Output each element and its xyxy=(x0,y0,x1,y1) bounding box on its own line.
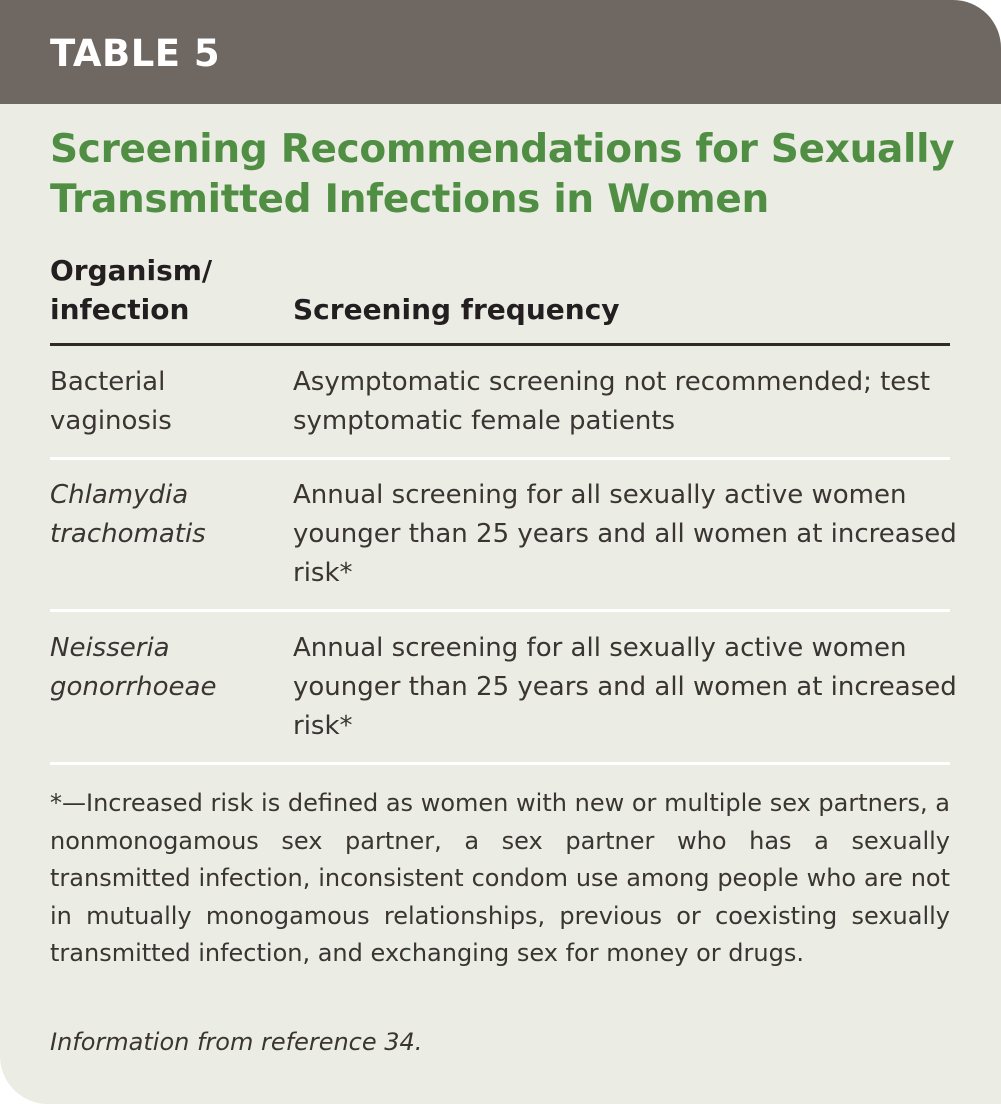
column-header-organism: Organism/ infection xyxy=(50,254,213,326)
header-divider xyxy=(50,343,950,346)
table-number-label: TABLE 5 xyxy=(50,32,221,75)
column-header-frequency: Screening frequency xyxy=(293,293,620,326)
row-divider xyxy=(50,762,950,765)
row-1-frequency: Asymptomatic screening not recommended; test symptomatic female patients xyxy=(293,367,931,436)
row-3-frequency: Annual screening for all sexually active women younger than 25 years and all women at increased risk* xyxy=(293,633,957,741)
row-2-frequency: Annual screening for all sexually active women younger than 25 years and all women at increased risk* xyxy=(293,480,957,588)
row-1-organism: Bacterial vaginosis xyxy=(50,367,172,436)
row-divider xyxy=(50,609,950,612)
header-bar xyxy=(0,0,1001,104)
row-3-organism: Neisseria gonorrhoeae xyxy=(50,633,217,702)
row-divider xyxy=(50,457,950,460)
footnote: *—Increased risk is defined as women with new or multiple sex partners, a nonmonogamous sex partner, a sex partner who has a sexually transmitted infection, inconsistent condom use among people who are not in mutually monogamous relationships, previous or coexisting sexually transmitted infection, and exchanging sex for money or drugs. xyxy=(50,789,950,967)
row-2-organism: Chlamydia trachomatis xyxy=(50,480,206,549)
table-title: Screening Recommendations for Sexually Transmitted Infections in Women xyxy=(50,127,955,222)
source-note: Information from reference 34. xyxy=(50,1028,423,1056)
